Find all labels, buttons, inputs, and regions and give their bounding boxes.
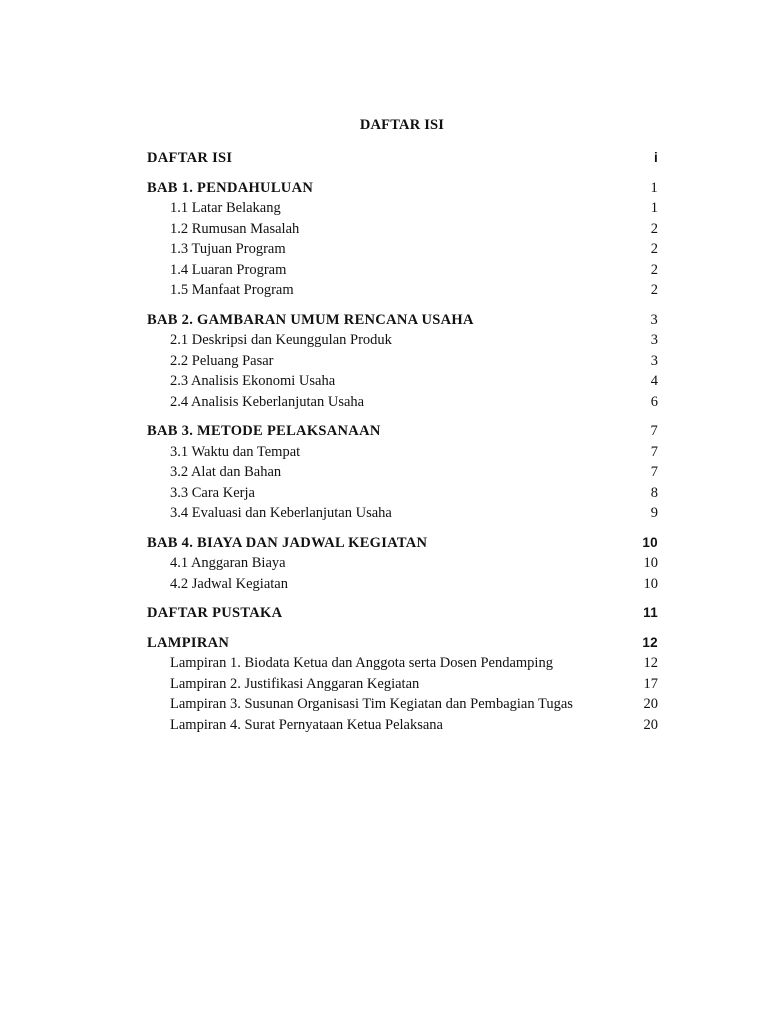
toc-entry-daftar-isi[interactable] (147, 148, 658, 169)
toc-entry-label: 1.4 Luaran Program (170, 261, 287, 278)
toc-entry-page: 10 (643, 555, 658, 571)
toc-entry-label: DAFTAR PUSTAKA (147, 605, 283, 621)
toc-entry-page: 2 (650, 282, 658, 298)
toc-entry-3-1[interactable] (147, 442, 658, 463)
toc-entry-page: 3 (650, 352, 658, 369)
toc-entry-label: 3.3 Cara Kerja (170, 484, 255, 501)
toc-entry-page: 7 (650, 443, 658, 460)
toc-entry-label: 1.1 Latar Belakang (170, 200, 281, 216)
toc-entry-page: 12 (643, 655, 658, 671)
toc-entry-page: 8 (650, 484, 658, 501)
toc-entry-1-4[interactable] (147, 260, 658, 281)
toc-entry-daftar-pustaka[interactable] (147, 603, 658, 624)
toc-entry-label: BAB 1. PENDAHULUAN (147, 179, 314, 196)
toc-entry-page: i (653, 150, 658, 165)
toc-entry-label: 2.2 Peluang Pasar (170, 352, 274, 369)
toc-entry-2-3[interactable] (147, 371, 658, 392)
toc-entry-label: BAB 4. BIAYA DAN JADWAL KEGIATAN (147, 534, 428, 551)
toc-entry-label: 3.1 Waktu dan Tempat (170, 443, 301, 460)
toc-entry-lampiran-2[interactable] (147, 674, 658, 695)
toc-entry-bab-2[interactable] (147, 310, 658, 331)
toc-entry-label: 1.5 Manfaat Program (170, 282, 294, 298)
toc-entry-lampiran-1[interactable] (147, 653, 658, 674)
toc-entry-page: 9 (650, 505, 658, 521)
toc-entry-lampiran-4[interactable] (147, 715, 658, 736)
toc-entry-label: BAB 3. METODE PELAKSANAAN (147, 423, 381, 439)
toc-entry-4-1[interactable] (147, 553, 658, 574)
toc-entry-label: 2.3 Analisis Ekonomi Usaha (170, 373, 336, 389)
toc-entry-label: 1.2 Rumusan Masalah (170, 220, 300, 237)
toc-entry-label: Lampiran 4. Surat Pernyataan Ketua Pelaksana (170, 716, 443, 733)
toc-entry-label: 2.4 Analisis Keberlanjutan Usaha (170, 393, 365, 410)
toc-entry-page: 10 (643, 575, 658, 592)
toc-entry-2-2[interactable] (147, 351, 658, 372)
toc-entry-label: 3.4 Evaluasi dan Keberlanjutan Usaha (170, 505, 392, 521)
toc-entry-label: 4.1 Anggaran Biaya (170, 555, 286, 571)
toc-entry-label: Lampiran 3. Susunan Organisasi Tim Kegiatan dan Pembagian Tugas (170, 696, 573, 712)
toc-entry-label: 3.2 Alat dan Bahan (170, 464, 282, 480)
toc-entry-2-1[interactable] (147, 330, 658, 351)
page-title: DAFTAR ISI (359, 117, 445, 133)
toc-entry-label: Lampiran 2. Justifikasi Anggaran Kegiatan (170, 675, 420, 692)
toc-entry-label: DAFTAR ISI (147, 150, 233, 166)
toc-entry-page: 3 (650, 311, 658, 328)
toc-entry-label: 4.2 Jadwal Kegiatan (170, 575, 288, 592)
toc-entry-page: 3 (650, 332, 658, 348)
toc-entry-page: 17 (643, 675, 658, 692)
table-of-contents (147, 148, 658, 735)
toc-entry-2-4[interactable] (147, 392, 658, 413)
toc-entry-page: 7 (650, 464, 658, 480)
toc-entry-page: 2 (650, 261, 658, 278)
toc-entry-3-4[interactable] (147, 503, 658, 524)
toc-entry-label: BAB 2. GAMBARAN UMUM RENCANA USAHA (147, 311, 474, 328)
toc-entry-bab-3[interactable] (147, 421, 658, 442)
toc-entry-1-5[interactable] (147, 280, 658, 301)
toc-entry-bab-1[interactable] (147, 178, 658, 199)
toc-entry-1-3[interactable] (147, 239, 658, 260)
toc-entry-3-2[interactable] (147, 462, 658, 483)
toc-entry-lampiran-3[interactable] (147, 694, 658, 715)
toc-entry-label: 1.3 Tujuan Program (170, 241, 286, 257)
toc-entry-page: 1 (650, 200, 658, 216)
toc-entry-page: 7 (650, 423, 658, 439)
toc-entry-bab-4[interactable] (147, 533, 658, 554)
toc-entry-page: 12 (642, 634, 658, 650)
toc-entry-1-2[interactable] (147, 219, 658, 240)
toc-entry-page: 2 (650, 220, 658, 237)
toc-entry-lampiran[interactable] (147, 633, 658, 654)
toc-entry-page: 6 (650, 393, 658, 410)
toc-entry-page: 20 (643, 696, 658, 712)
toc-entry-label: Lampiran 1. Biodata Ketua dan Anggota serta Dosen Pendamping (170, 655, 553, 671)
toc-entry-1-1[interactable] (147, 198, 658, 219)
toc-entry-label: LAMPIRAN (147, 634, 230, 651)
toc-entry-label: 2.1 Deskripsi dan Keunggulan Produk (170, 332, 392, 348)
toc-entry-page: 1 (650, 179, 658, 196)
toc-entry-3-3[interactable] (147, 483, 658, 504)
toc-entry-page: 2 (650, 241, 658, 257)
toc-entry-page: 4 (650, 373, 658, 389)
toc-entry-page: 11 (643, 605, 658, 620)
toc-entry-page: 10 (642, 534, 658, 550)
toc-entry-4-2[interactable] (147, 574, 658, 595)
toc-entry-page: 20 (643, 716, 658, 733)
